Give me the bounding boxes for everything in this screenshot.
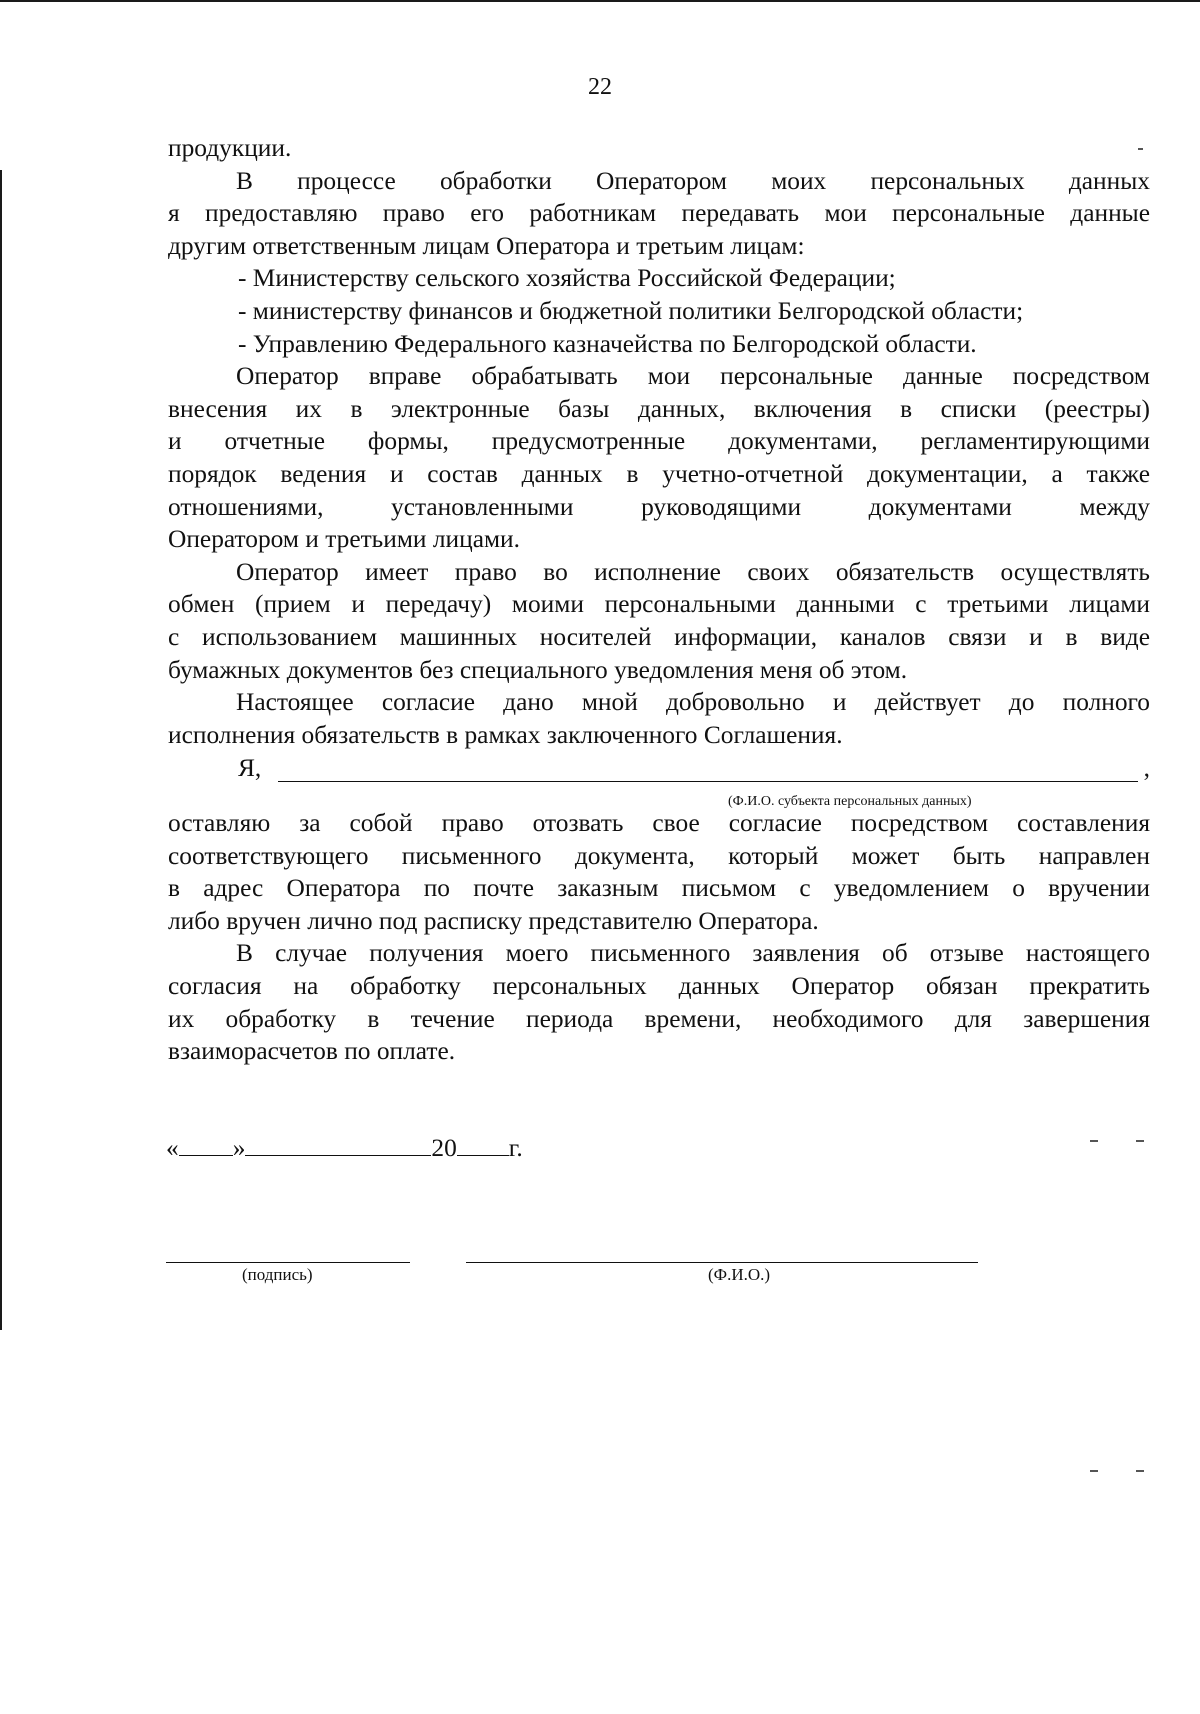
paragraph-processing-line-5: отношениями, установленными руководящими документами между bbox=[168, 492, 1150, 521]
paragraph-transfer-line-2: я предоставляю право его работникам передавать мои персональные данные bbox=[168, 199, 1150, 228]
paragraph-processing-line-6: Оператором и третьими лицами. bbox=[168, 525, 520, 554]
year-prefix: 20 bbox=[431, 1134, 457, 1162]
paragraph-processing-line-4: порядок ведения и состав данных в учетно-отчетной документации, а также bbox=[168, 459, 1150, 488]
signature-line[interactable] bbox=[166, 1262, 410, 1263]
day-blank[interactable] bbox=[179, 1133, 233, 1156]
scan-edge-left bbox=[0, 170, 2, 1330]
fio-prefix: Я, bbox=[238, 754, 262, 782]
paragraph-revoke-line-3: в адрес Оператора по почте заказным письмом с уведомлением о вручении bbox=[168, 874, 1150, 903]
year-blank[interactable] bbox=[457, 1133, 509, 1156]
month-blank[interactable] bbox=[245, 1133, 431, 1156]
scan-speck bbox=[1138, 148, 1143, 150]
scan-speck bbox=[1090, 1470, 1098, 1472]
paragraph-withdrawal-line-3: их обработку в течение периода времени, необходимого для завершения bbox=[168, 1004, 1150, 1033]
paragraph-voluntary-line-2: исполнения обязательств в рамках заключенного Соглашения. bbox=[168, 720, 843, 749]
fio-field[interactable] bbox=[238, 754, 1150, 809]
paragraph-transfer-line-3: другим ответственным лицам Оператора и третьим лицам: bbox=[168, 231, 805, 260]
paragraph-continuation: продукции. bbox=[168, 134, 292, 162]
recipient-list-item-2: - министерству финансов и бюджетной политики Белгородской области; bbox=[238, 296, 1024, 325]
date-close-quote: » bbox=[232, 1134, 246, 1162]
scan-speck bbox=[1090, 1140, 1098, 1142]
paragraph-withdrawal-line-1: В случае получения моего письменного заявления об отзыве настоящего bbox=[236, 939, 1150, 968]
scan-edge-top bbox=[0, 0, 1200, 2]
paragraph-revoke-line-4: либо вручен лично под расписку представителю Оператора. bbox=[168, 906, 819, 935]
year-suffix: г. bbox=[508, 1134, 523, 1162]
fio-underline bbox=[278, 781, 1138, 782]
fio-suffix: , bbox=[1143, 754, 1150, 782]
full-name-line[interactable] bbox=[466, 1262, 978, 1263]
recipient-list-item-3: - Управлению Федерального казначейства по Белгородской области. bbox=[238, 329, 977, 358]
paragraph-voluntary-line-1: Настоящее согласие дано мной добровольно и действует до полного bbox=[236, 688, 1150, 717]
scan-speck bbox=[1136, 1140, 1144, 1142]
paragraph-exchange-line-1: Оператор имеет право во исполнение своих обязательств осуществлять bbox=[236, 557, 1150, 586]
fio-caption: (Ф.И.О. субъекта персональных данных) bbox=[728, 794, 972, 809]
consent-text-upper bbox=[168, 132, 1150, 751]
paragraph-processing-line-1: Оператор вправе обрабатывать мои персональные данные посредством bbox=[236, 362, 1150, 391]
date-field[interactable] bbox=[166, 1133, 523, 1163]
paragraph-exchange-line-2: обмен (прием и передачу) моими персональными данными с третьими лицами bbox=[168, 590, 1150, 619]
paragraph-exchange-line-3: с использованием машинных носителей информации, каналов связи и в виде bbox=[168, 622, 1150, 651]
paragraph-exchange-line-4: бумажных документов без специального уведомления меня об этом. bbox=[168, 655, 908, 684]
paragraph-revoke-line-1: оставляю за собой право отозвать свое согласие посредством составления bbox=[168, 809, 1150, 837]
signature-caption: (подпись) bbox=[242, 1265, 313, 1284]
paragraph-withdrawal-line-2: согласия на обработку персональных данных Оператор обязан прекратить bbox=[168, 971, 1150, 1000]
paragraph-transfer-line-1: В процессе обработки Оператором моих персональных данных bbox=[236, 166, 1150, 195]
paragraph-processing-line-3: и отчетные формы, предусмотренные документами, регламентирующими bbox=[168, 427, 1150, 456]
page-number: 22 bbox=[588, 74, 612, 100]
recipient-list-item-1: - Министерству сельского хозяйства Российской Федерации; bbox=[238, 264, 896, 293]
scan-speck bbox=[1136, 1470, 1144, 1472]
consent-text-lower bbox=[168, 807, 1150, 1068]
paragraph-processing-line-2: внесения их в электронные базы данных, включения в списки (реестры) bbox=[168, 394, 1150, 423]
paragraph-withdrawal-line-4: взаиморасчетов по оплате. bbox=[168, 1037, 456, 1066]
full-name-caption: (Ф.И.О.) bbox=[708, 1265, 771, 1284]
paragraph-revoke-line-2: соответствующего письменного документа, который может быть направлен bbox=[168, 841, 1150, 870]
date-open-quote: « bbox=[166, 1134, 179, 1162]
